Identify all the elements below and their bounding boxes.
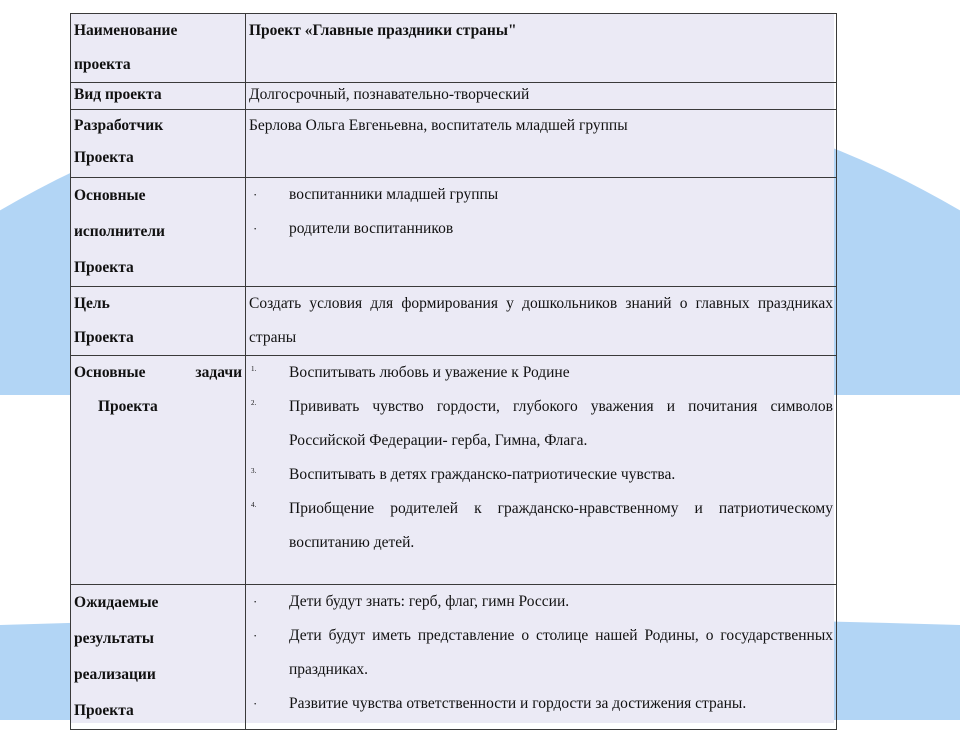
list-item-text: Приобщение родителей к гражданско-нравственному и патриотическому воспитанию детей.	[289, 500, 833, 551]
label-line: Проекта	[74, 149, 134, 166]
list-item	[249, 356, 833, 390]
row-executors	[71, 178, 837, 287]
label-goal	[71, 287, 246, 356]
row-tasks	[71, 356, 837, 585]
value-results	[246, 585, 837, 730]
label-results	[71, 585, 246, 730]
goal-text: Создать условия для формирования у дошкольников знаний о главных праздниках страны	[249, 295, 833, 346]
label-line: Цель	[74, 295, 110, 312]
bullet-icon: ·	[253, 187, 258, 202]
value-developer	[246, 110, 837, 178]
row-goal	[71, 287, 837, 356]
executors-list	[249, 178, 833, 246]
label-developer	[71, 110, 246, 178]
label-tasks	[71, 356, 246, 585]
label-line: Ожидаемые	[74, 594, 159, 611]
tasks-list	[249, 356, 833, 560]
row-project-name	[71, 14, 837, 83]
list-item-text: Воспитывать любовь и уважение к Родине	[289, 364, 570, 381]
label-line: Проекта	[98, 398, 158, 415]
row-project-type	[71, 83, 837, 110]
row-results	[71, 585, 837, 730]
list-item-text: Развитие чувства ответственности и гордости за достижения страны.	[289, 695, 747, 712]
value-project-name	[246, 14, 837, 83]
list-item-text: Дети будут иметь представление о столице нашей Родины, о государственных праздниках.	[289, 627, 833, 678]
list-item-text: Дети будут знать: герб, флаг, гимн России.	[289, 593, 570, 610]
number-marker: 3.	[251, 467, 257, 475]
bullet-icon: ·	[253, 594, 258, 609]
list-item-text: воспитанники младшей группы	[289, 186, 499, 203]
list-item	[249, 492, 833, 560]
number-marker: 4.	[251, 501, 257, 509]
developer-text: Берлова Ольга Евгеньевна, воспитатель младшей группы	[249, 117, 628, 134]
value-goal	[246, 287, 837, 356]
label-project-type	[71, 83, 246, 110]
value-tasks	[246, 356, 837, 585]
label-line: Разработчик	[74, 117, 164, 134]
label-line: Основные задачи	[74, 364, 242, 381]
label-line: Основные	[74, 187, 146, 204]
list-item	[249, 458, 833, 492]
number-marker: 1.	[251, 365, 257, 373]
label-line: реализации	[74, 666, 156, 683]
list-item	[249, 390, 833, 458]
project-name-text: Проект «Главные праздники страны"	[249, 22, 517, 39]
label-line: Наименование	[74, 22, 178, 39]
bullet-icon: ·	[253, 696, 258, 711]
value-executors	[246, 178, 837, 287]
label-executors	[71, 178, 246, 287]
list-item-text: Прививать чувство гордости, глубокого уважения и почитания символов Российской Федерации- герба, Гимна, Флага.	[289, 398, 833, 449]
label-line: результаты	[74, 630, 154, 647]
bullet-icon: ·	[253, 221, 258, 236]
value-project-type	[246, 83, 837, 110]
results-list	[249, 585, 833, 721]
project-passport-table	[70, 13, 837, 730]
list-item	[249, 212, 833, 246]
list-item	[249, 687, 833, 721]
project-type-text: Долгосрочный, познавательно-творческий	[249, 86, 530, 103]
row-developer	[71, 110, 837, 178]
list-item	[249, 585, 833, 619]
label-line: исполнители	[74, 223, 165, 240]
label-project-name	[71, 14, 246, 83]
label-line: проекта	[74, 56, 131, 73]
list-item	[249, 619, 833, 687]
list-item	[249, 178, 833, 212]
number-marker: 2.	[251, 399, 257, 407]
list-item-text: родители воспитанников	[289, 220, 454, 237]
bullet-icon: ·	[253, 628, 258, 643]
label-line: Проекта	[74, 259, 134, 276]
list-item-text: Воспитывать в детях гражданско-патриотические чувства.	[289, 466, 676, 483]
label-line: Проекта	[74, 702, 134, 719]
label-line: Вид проекта	[74, 86, 162, 103]
label-line: Проекта	[74, 329, 134, 346]
